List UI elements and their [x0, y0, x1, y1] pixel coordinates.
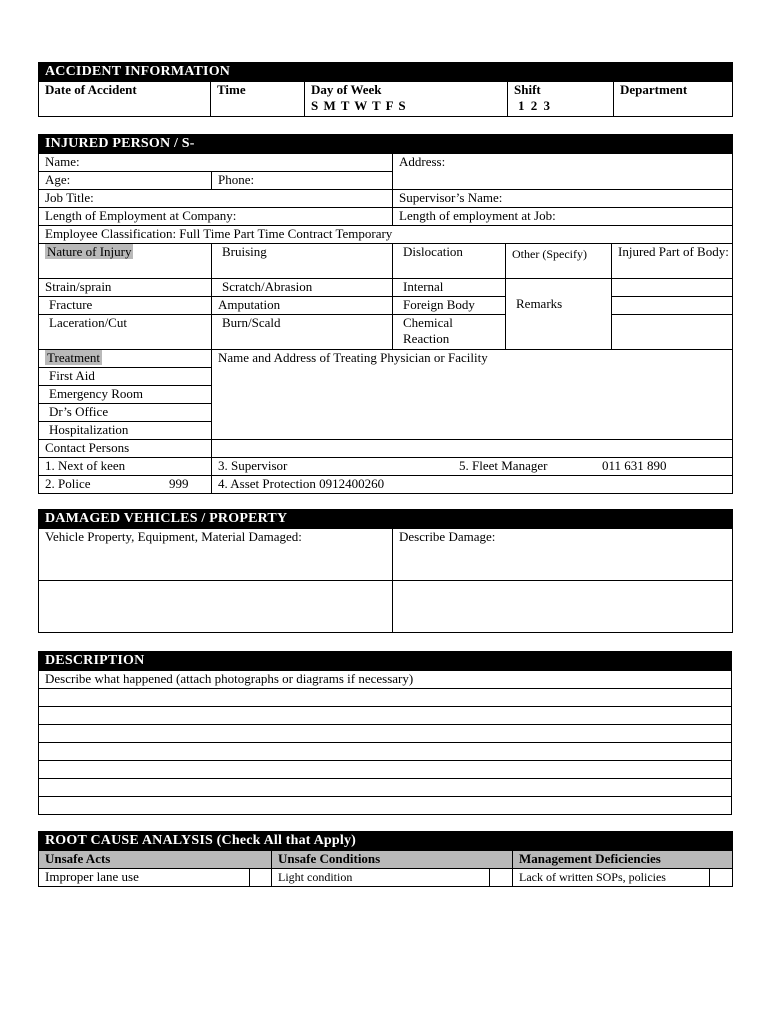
- laceration-cut-option[interactable]: Laceration/Cut: [39, 315, 212, 350]
- days-options: S M T W T F S: [311, 98, 407, 113]
- description-line[interactable]: [39, 743, 732, 761]
- description-section: [38, 651, 732, 815]
- description-line[interactable]: [39, 707, 732, 725]
- hospitalization-option[interactable]: Hospitalization: [39, 422, 212, 440]
- lack-of-sops-label: Lack of written SOPs, policies: [513, 869, 710, 887]
- supervisor-contact-label: 3. Supervisor: [218, 458, 288, 473]
- contact-persons-field[interactable]: [212, 440, 733, 458]
- root-cause-header: ROOT CAUSE ANALYSIS (Check All that Apply): [39, 832, 733, 851]
- nature-of-injury-cell: [39, 244, 212, 279]
- chemical-reaction-label: Chemical Reaction: [403, 315, 453, 346]
- dislocation-option[interactable]: Dislocation: [393, 244, 506, 279]
- fleet-manager-label: 5. Fleet Manager: [459, 458, 548, 473]
- name-field[interactable]: Name:: [39, 154, 393, 172]
- injured-part-of-body-field[interactable]: Injured Part of Body:: [612, 244, 733, 279]
- department-field[interactable]: Department: [614, 82, 733, 117]
- emergency-room-option[interactable]: Emergency Room: [39, 386, 212, 404]
- injured-part-line-3[interactable]: [612, 315, 733, 350]
- amputation-option[interactable]: Amputation: [212, 297, 393, 315]
- description-line[interactable]: [39, 761, 732, 779]
- day-of-week-label: Day of Week: [311, 82, 382, 97]
- fleet-manager-phone: 011 631 890: [602, 458, 667, 473]
- describe-damage-extra[interactable]: [393, 581, 733, 633]
- burn-scald-option[interactable]: Burn/Scald: [212, 315, 393, 350]
- unsafe-conditions-header: Unsafe Conditions: [272, 851, 513, 869]
- employee-classification-field[interactable]: Employee Classification: Full Time Part Time Contract Temporary: [39, 226, 733, 244]
- shift-options: 1 2 3: [518, 98, 550, 113]
- phone-field[interactable]: Phone:: [212, 172, 393, 190]
- remarks-label: Remarks: [516, 296, 563, 311]
- description-line[interactable]: [39, 689, 732, 707]
- drs-office-option[interactable]: Dr’s Office: [39, 404, 212, 422]
- improper-lane-use-label: Improper lane use: [39, 869, 250, 887]
- shift-label: Shift: [514, 82, 541, 97]
- injured-person-section: [38, 134, 732, 494]
- age-field[interactable]: Age:: [39, 172, 212, 190]
- root-cause-section: [38, 831, 732, 887]
- injured-person-header: INJURED PERSON / S-: [39, 135, 733, 154]
- damaged-property-header: DAMAGED VEHICLES / PROPERTY: [39, 510, 733, 529]
- management-deficiencies-header: Management Deficiencies: [513, 851, 733, 869]
- description-prompt[interactable]: Describe what happened (attach photographs or diagrams if necessary): [39, 671, 732, 689]
- description-line[interactable]: [39, 797, 732, 815]
- police-field[interactable]: [39, 476, 212, 494]
- injured-part-line-1[interactable]: [612, 279, 733, 297]
- supervisor-fleet-contacts[interactable]: [212, 458, 733, 476]
- light-condition-checkbox[interactable]: [490, 869, 513, 887]
- chemical-reaction-option[interactable]: [393, 315, 506, 350]
- light-condition-label: Light condition: [272, 869, 490, 887]
- vehicle-property-damaged-extra[interactable]: [39, 581, 393, 633]
- date-of-accident-field[interactable]: Date of Accident: [39, 82, 211, 117]
- job-title-field[interactable]: Job Title:: [39, 190, 393, 208]
- describe-damage-field[interactable]: Describe Damage:: [393, 529, 733, 581]
- damaged-property-section: [38, 509, 732, 633]
- injured-part-line-2[interactable]: [612, 297, 733, 315]
- police-label: 2. Police: [45, 476, 91, 491]
- scratch-abrasion-option[interactable]: Scratch/Abrasion: [212, 279, 393, 297]
- day-of-week-field[interactable]: [305, 82, 508, 117]
- asset-protection-field[interactable]: 4. Asset Protection 0912400260: [212, 476, 733, 494]
- description-header: DESCRIPTION: [39, 652, 732, 671]
- foreign-body-option[interactable]: Foreign Body: [393, 297, 506, 315]
- fracture-option[interactable]: Fracture: [39, 297, 212, 315]
- shift-field[interactable]: [508, 82, 614, 117]
- bruising-option[interactable]: Bruising: [212, 244, 393, 279]
- treatment-cell: [39, 350, 212, 368]
- description-line[interactable]: [39, 779, 732, 797]
- treatment-label: Treatment: [47, 350, 100, 365]
- other-specify-option[interactable]: Other (Specify): [506, 244, 612, 279]
- supervisor-name-field[interactable]: Supervisor’s Name:: [393, 190, 733, 208]
- accident-information-header: ACCIDENT INFORMATION: [39, 63, 733, 82]
- strain-sprain-option[interactable]: Strain/sprain: [39, 279, 212, 297]
- police-phone: 999: [169, 476, 189, 491]
- improper-lane-use-checkbox[interactable]: [250, 869, 272, 887]
- time-field[interactable]: Time: [211, 82, 305, 117]
- physician-facility-field[interactable]: Name and Address of Treating Physician or Facility: [212, 350, 733, 440]
- contact-persons-label: Contact Persons: [39, 440, 212, 458]
- unsafe-acts-header: Unsafe Acts: [39, 851, 272, 869]
- vehicle-property-damaged-field[interactable]: Vehicle Property, Equipment, Material Damaged:: [39, 529, 393, 581]
- description-line[interactable]: [39, 725, 732, 743]
- length-employment-company-field[interactable]: Length of Employment at Company:: [39, 208, 393, 226]
- remarks-field[interactable]: [506, 279, 612, 350]
- accident-information-section: [38, 62, 732, 117]
- length-employment-job-field[interactable]: Length of employment at Job:: [393, 208, 733, 226]
- lack-of-sops-checkbox[interactable]: [710, 869, 733, 887]
- next-of-keen-field[interactable]: 1. Next of keen: [39, 458, 212, 476]
- nature-of-injury-label: Nature of Injury: [47, 244, 132, 259]
- internal-option[interactable]: Internal: [393, 279, 506, 297]
- first-aid-option[interactable]: First Aid: [39, 368, 212, 386]
- address-field[interactable]: Address:: [393, 154, 733, 190]
